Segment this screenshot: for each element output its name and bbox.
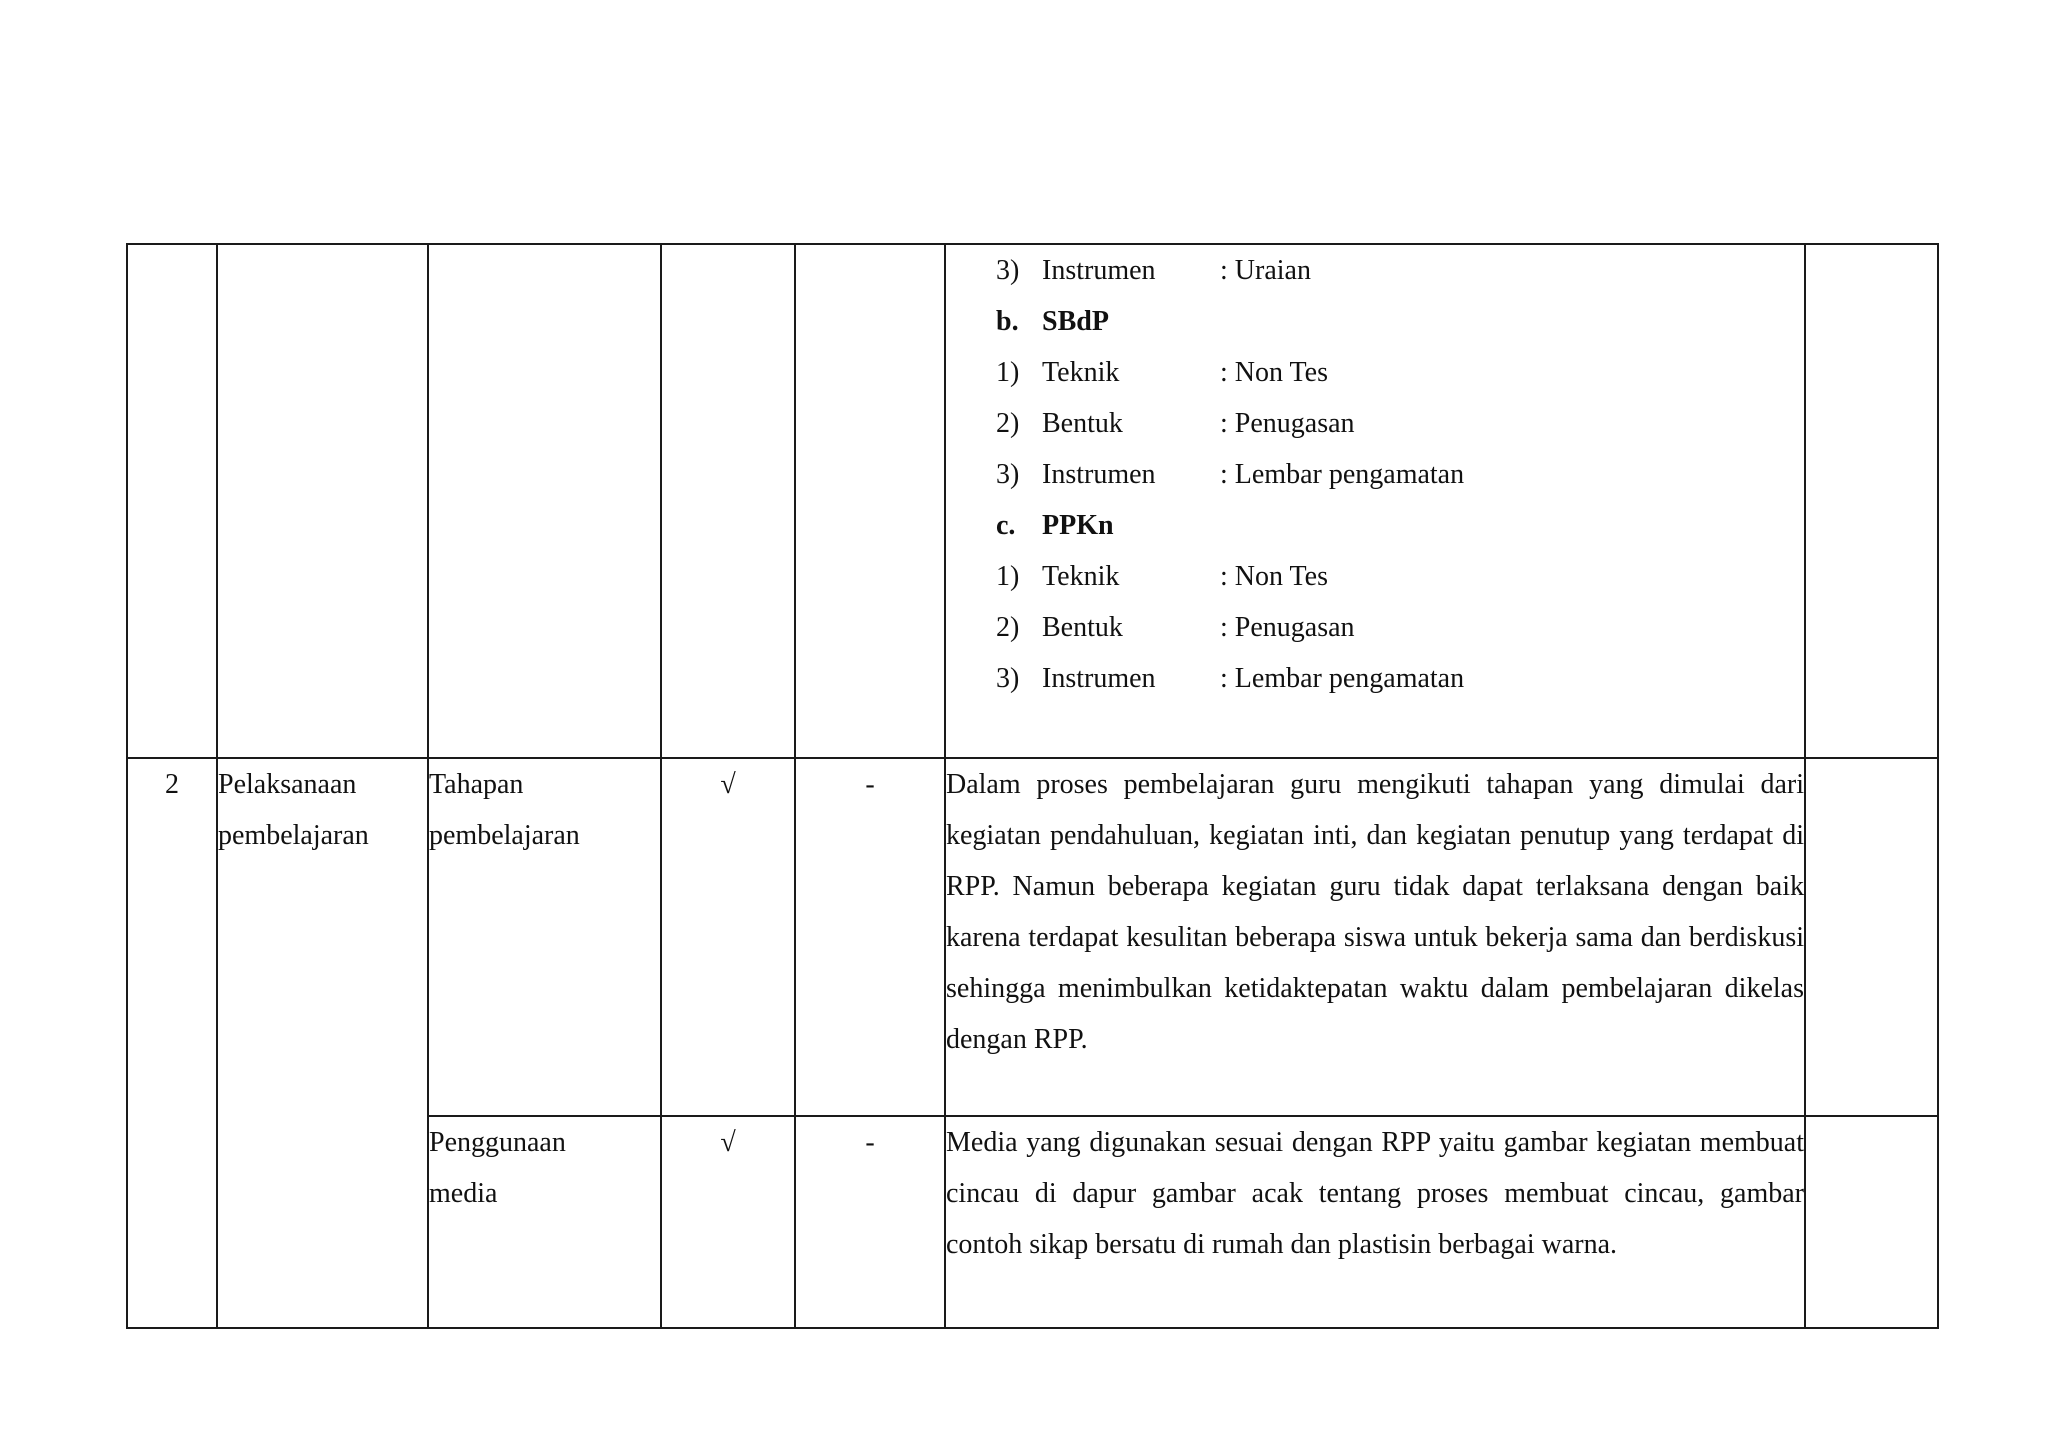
- subject-heading: b. SBdP: [996, 306, 1109, 337]
- assessment-list: [946, 245, 1804, 704]
- sub-aspect-label: Penggunaan media: [428, 1116, 661, 1328]
- no-mark-cell: [795, 244, 945, 758]
- description-cell: [945, 244, 1805, 758]
- row-number: 2: [127, 758, 217, 1328]
- notes-cell: [1805, 1116, 1938, 1328]
- no-mark: -: [795, 758, 945, 1116]
- assessment-item: 2) Bentuk : Penugasan: [996, 612, 1355, 643]
- notes-cell: [1805, 758, 1938, 1116]
- assessment-item: 1) Teknik : Non Tes: [996, 561, 1328, 592]
- yes-cell: [661, 244, 795, 758]
- no-mark: -: [795, 1116, 945, 1328]
- aspect-label: Pelaksanaan pembelajaran: [217, 758, 428, 1328]
- no-cell: [127, 244, 217, 758]
- yes-mark: √: [661, 758, 795, 1116]
- yes-mark: √: [661, 1116, 795, 1328]
- aspect-cell: [217, 244, 428, 758]
- table-row: [127, 244, 1938, 758]
- table-row: [127, 758, 1938, 1116]
- description-text: Media yang digunakan sesuai dengan RPP yaitu gambar kegiatan membuat cincau di dapur gambar acak tentang proses membuat cincau, gambar contoh sikap bersatu di rumah dan plastisin berbagai warna.: [945, 1116, 1805, 1328]
- assessment-item: 3) Instrumen : Lembar pengamatan: [996, 459, 1465, 490]
- observation-table: [126, 243, 1939, 1329]
- assessment-item: 3) Instrumen : Uraian: [996, 255, 1311, 286]
- notes-cell: [1805, 244, 1938, 758]
- assessment-item: 3) Instrumen : Lembar pengamatan: [996, 663, 1465, 694]
- assessment-item: 2) Bentuk : Penugasan: [996, 408, 1355, 439]
- assessment-item: 1) Teknik : Non Tes: [996, 357, 1328, 388]
- subject-heading: c. PPKn: [996, 510, 1114, 541]
- description-text: Dalam proses pembelajaran guru mengikuti tahapan yang dimulai dari kegiatan pendahuluan, kegiatan inti, dan kegiatan penutup yang terdapat di RPP. Namun beberapa kegiatan guru tidak dapat terlaksana dengan baik karena terdapat kesulitan beberapa siswa untuk bekerja sama dan berdiskusi sehingga menimbulkan ketidaktepatan waktu dalam pembelajaran dikelas dengan RPP.: [945, 758, 1805, 1116]
- sub-aspect-cell: [428, 244, 661, 758]
- sub-aspect-label: Tahapan pembelajaran: [428, 758, 661, 1116]
